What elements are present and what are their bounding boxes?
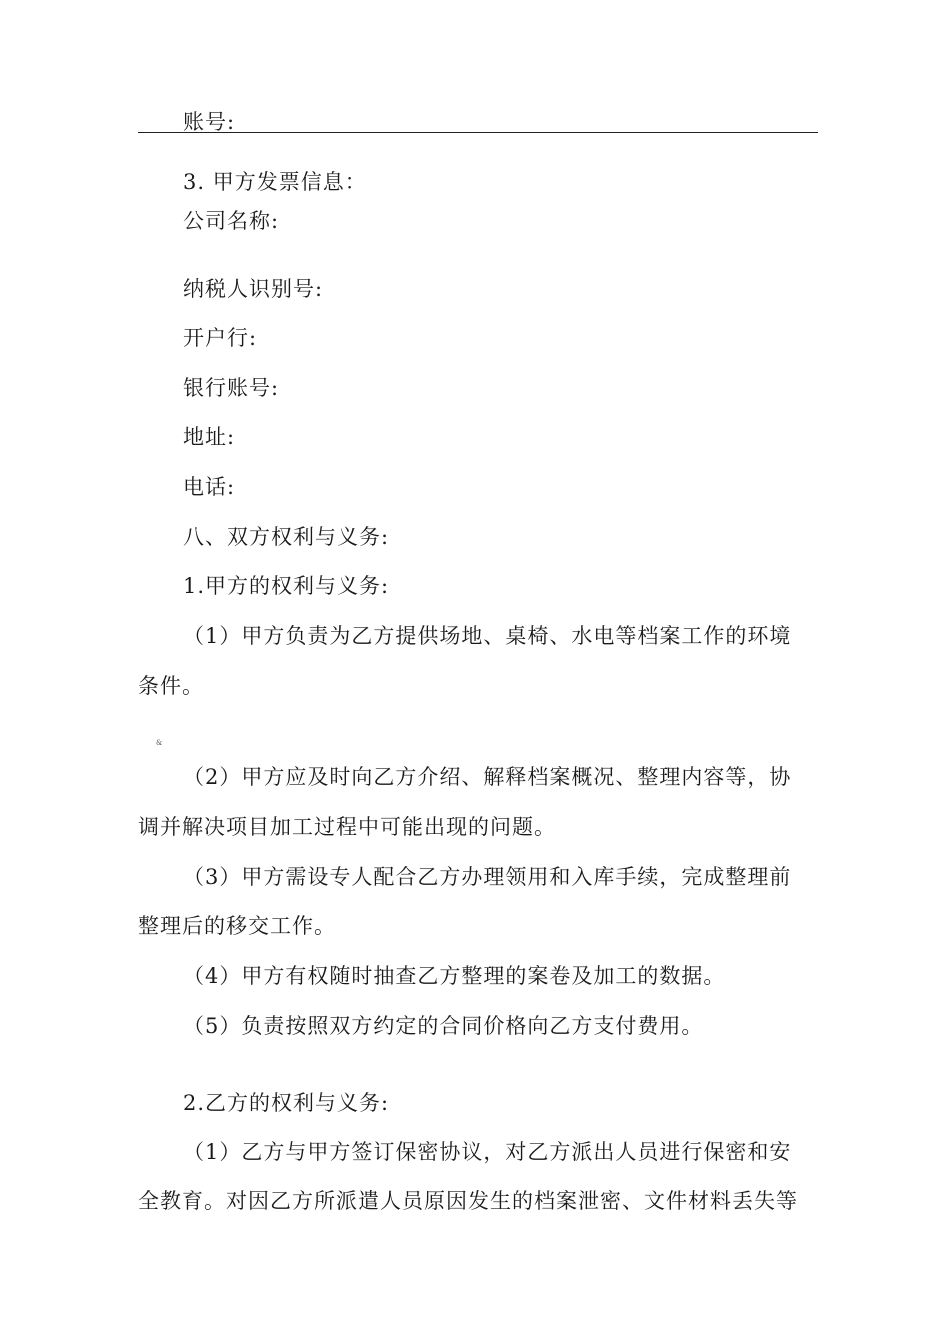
party-b-heading: 2.乙方的权利与义务: [183,1091,390,1115]
bank-label: 开户行: [183,326,258,350]
party-a-item4: （4）甲方有权随时抽查乙方整理的案卷及加工的数据。 [183,964,726,988]
party-a-item1-line2: 条件。 [138,674,204,698]
company-name-label: 公司名称: [183,209,280,233]
party-a-item3-line1: （3）甲方需设专人配合乙方办理领用和入库手续，完成整理前 [183,865,792,889]
taxpayer-id-label: 纳税人识别号: [183,277,324,301]
party-a-item2-line2: 调并解决项目加工过程中可能出现的问题。 [138,815,556,839]
party-a-item1-line1: （1）甲方负责为乙方提供场地、桌椅、水电等档案工作的环境 [183,624,792,648]
party-b-item1-line1: （1）乙方与甲方签订保密协议，对乙方派出人员进行保密和安 [183,1140,792,1164]
party-b-item1-line2: 全教育。对因乙方所派遣人员原因发生的档案泄密、文件材料丢失等 [138,1189,798,1213]
account-label: 账号: [183,110,236,134]
account-underline [138,132,818,133]
party-a-item5: （5）负责按照双方约定的合同价格向乙方支付费用。 [183,1014,704,1038]
invoice-heading: 3. 甲方发票信息： [183,170,367,194]
phone-label: 电话: [183,475,236,499]
stray-mark: & [156,739,163,747]
party-a-item3-line2: 整理后的移交工作。 [138,914,336,938]
party-a-item2-line1: （2）甲方应及时向乙方介绍、解释档案概况、整理内容等，协 [183,765,792,789]
party-a-heading: 1.甲方的权利与义务: [183,574,390,598]
address-label: 地址: [183,425,236,449]
bank-account-label: 银行账号: [183,376,280,400]
section8-heading: 八、双方权利与义务: [183,525,390,549]
